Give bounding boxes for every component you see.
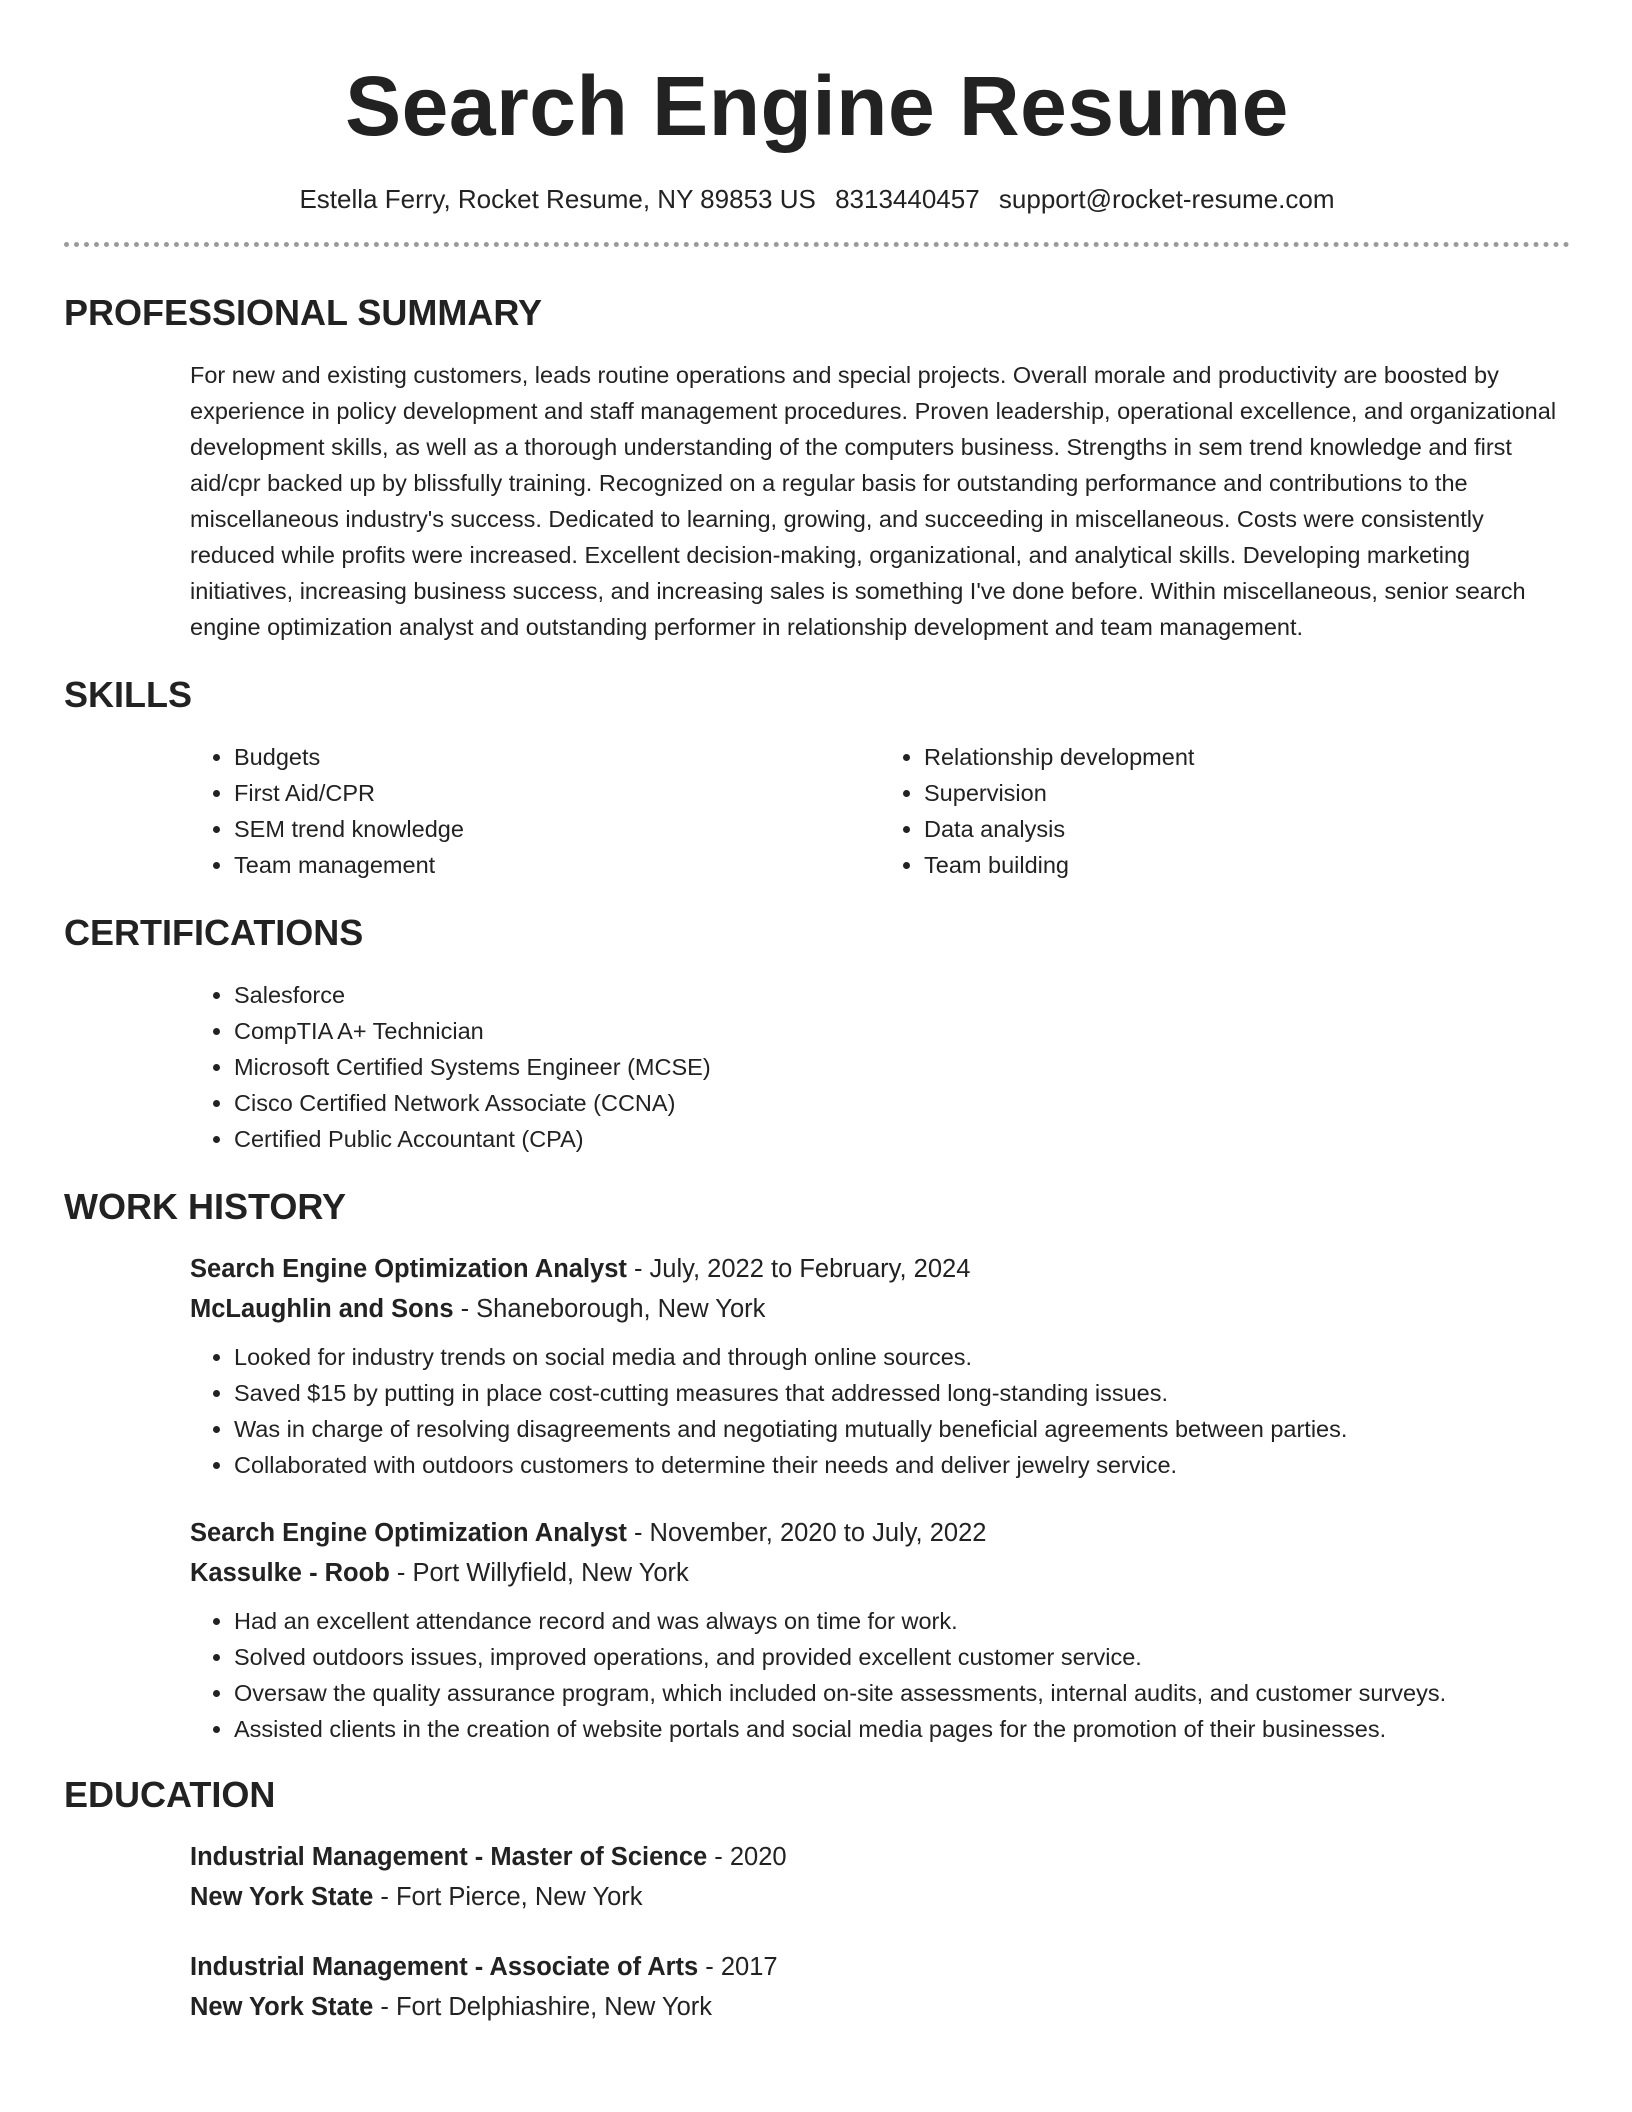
- school: New York State: [190, 1883, 374, 1911]
- job-entry: [190, 1249, 1570, 1483]
- degree-line: [190, 1837, 1570, 1877]
- list-item: • Oversaw the quality assurance program, which included on-site assessments, internal audits, and customer surveys.: [234, 1675, 1570, 1711]
- list-item: • SEM trend knowledge: [234, 811, 880, 847]
- degree-line: [190, 1947, 1570, 1987]
- contact-address: Estella Ferry, Rocket Resume, NY 89853 US: [299, 184, 816, 214]
- certifications-heading: CERTIFICATIONS: [64, 912, 364, 953]
- job-company: McLaughlin and Sons: [190, 1295, 454, 1323]
- contact-line: [64, 182, 1570, 216]
- skills-list-left: [190, 739, 880, 883]
- job-title: Search Engine Optimization Analyst: [190, 1255, 627, 1283]
- job-title-line: [190, 1249, 1570, 1289]
- header-divider: [64, 242, 1570, 247]
- school-location: - Fort Delphiashire, New York: [373, 1993, 713, 2021]
- list-item: • Team management: [234, 847, 880, 883]
- list-item: • Was in charge of resolving disagreements and negotiating mutually beneficial agreements between parties.: [234, 1411, 1570, 1447]
- degree-year: - 2020: [707, 1843, 787, 1871]
- resume-page: [64, 0, 1570, 2027]
- contact-email: support@rocket-resume.com: [998, 184, 1335, 214]
- list-item: • Solved outdoors issues, improved operations, and provided excellent customer service.: [234, 1639, 1570, 1675]
- list-item: • Team building: [924, 847, 1570, 883]
- list-item: • Supervision: [924, 775, 1570, 811]
- degree: Industrial Management - Master of Science: [190, 1843, 708, 1871]
- list-item: • Budgets: [234, 739, 880, 775]
- school-line: [190, 1877, 1570, 1917]
- job-location: - Port Willyfield, New York: [389, 1559, 689, 1587]
- certifications-section: [64, 911, 1570, 1157]
- job-dates: - July, 2022 to February, 2024: [626, 1255, 971, 1283]
- education-section: [64, 1773, 1570, 2027]
- job-company-line: [190, 1289, 1570, 1329]
- list-item: • Certified Public Accountant (CPA): [234, 1121, 1570, 1157]
- school-location: - Fort Pierce, New York: [373, 1883, 643, 1911]
- certifications-list: [190, 977, 1570, 1157]
- degree: Industrial Management - Associate of Arts: [190, 1953, 699, 1981]
- job-entry: [190, 1513, 1570, 1747]
- skills-section: [64, 673, 1570, 883]
- job-bullets: [190, 1603, 1570, 1747]
- skills-heading: SKILLS: [64, 674, 193, 715]
- list-item: • Had an excellent attendance record and was always on time for work.: [234, 1603, 1570, 1639]
- list-item: • Assisted clients in the creation of website portals and social media pages for the promotion of their businesses.: [234, 1711, 1570, 1747]
- list-item: • Saved $15 by putting in place cost-cutting measures that addressed long-standing issues.: [234, 1375, 1570, 1411]
- job-dates: - November, 2020 to July, 2022: [626, 1519, 987, 1547]
- summary-text: For new and existing customers, leads routine operations and special projects. Overall morale and productivity are boosted by experience in policy development and staff management procedures. Proven leadership, operational excellence, and organizational development skills, as well as a thorough understanding of the computers business. Strengths in sem trend knowledge and first aid/cpr backed up by blissfully training. Recognized on a regular basis for outstanding performance and contributions to the miscellaneous industry's success. Dedicated to learning, growing, and succeeding in miscellaneous. Costs were consistently reduced while profits were increased. Excellent decision-making, organizational, and analytical skills. Developing marketing initiatives, increasing business success, and increasing sales is something I've done before. Within miscellaneous, senior search engine optimization analyst and outstanding performer in relationship development and team management.: [190, 362, 1557, 640]
- job-title-line: [190, 1513, 1570, 1553]
- list-item: • Salesforce: [234, 977, 1570, 1013]
- degree-year: - 2017: [698, 1953, 778, 1981]
- list-item: • First Aid/CPR: [234, 775, 880, 811]
- job-bullets: [190, 1339, 1570, 1483]
- summary-section: [64, 291, 1570, 645]
- contact-phone: 8313440457: [835, 184, 980, 214]
- job-company-line: [190, 1553, 1570, 1593]
- school: New York State: [190, 1993, 374, 2021]
- list-item: • Looked for industry trends on social media and through online sources.: [234, 1339, 1570, 1375]
- list-item: • Collaborated with outdoors customers to determine their needs and deliver jewelry service.: [234, 1447, 1570, 1483]
- list-item: • CompTIA A+ Technician: [234, 1013, 1570, 1049]
- skills-list-right: [880, 739, 1570, 883]
- list-item: • Microsoft Certified Systems Engineer (MCSE): [234, 1049, 1570, 1085]
- job-location: - Shaneborough, New York: [453, 1295, 766, 1323]
- list-item: • Cisco Certified Network Associate (CCNA): [234, 1085, 1570, 1121]
- work-heading: WORK HISTORY: [64, 1186, 347, 1227]
- education-entry: [190, 1947, 1570, 2027]
- education-entry: [190, 1837, 1570, 1917]
- summary-heading: PROFESSIONAL SUMMARY: [64, 292, 543, 333]
- resume-title: Search Engine Resume: [345, 59, 1289, 153]
- list-item: • Relationship development: [924, 739, 1570, 775]
- education-heading: EDUCATION: [64, 1774, 276, 1815]
- school-line: [190, 1987, 1570, 2027]
- work-section: [64, 1185, 1570, 1747]
- job-company: Kassulke - Roob: [190, 1559, 390, 1587]
- job-title: Search Engine Optimization Analyst: [190, 1519, 627, 1547]
- list-item: • Data analysis: [924, 811, 1570, 847]
